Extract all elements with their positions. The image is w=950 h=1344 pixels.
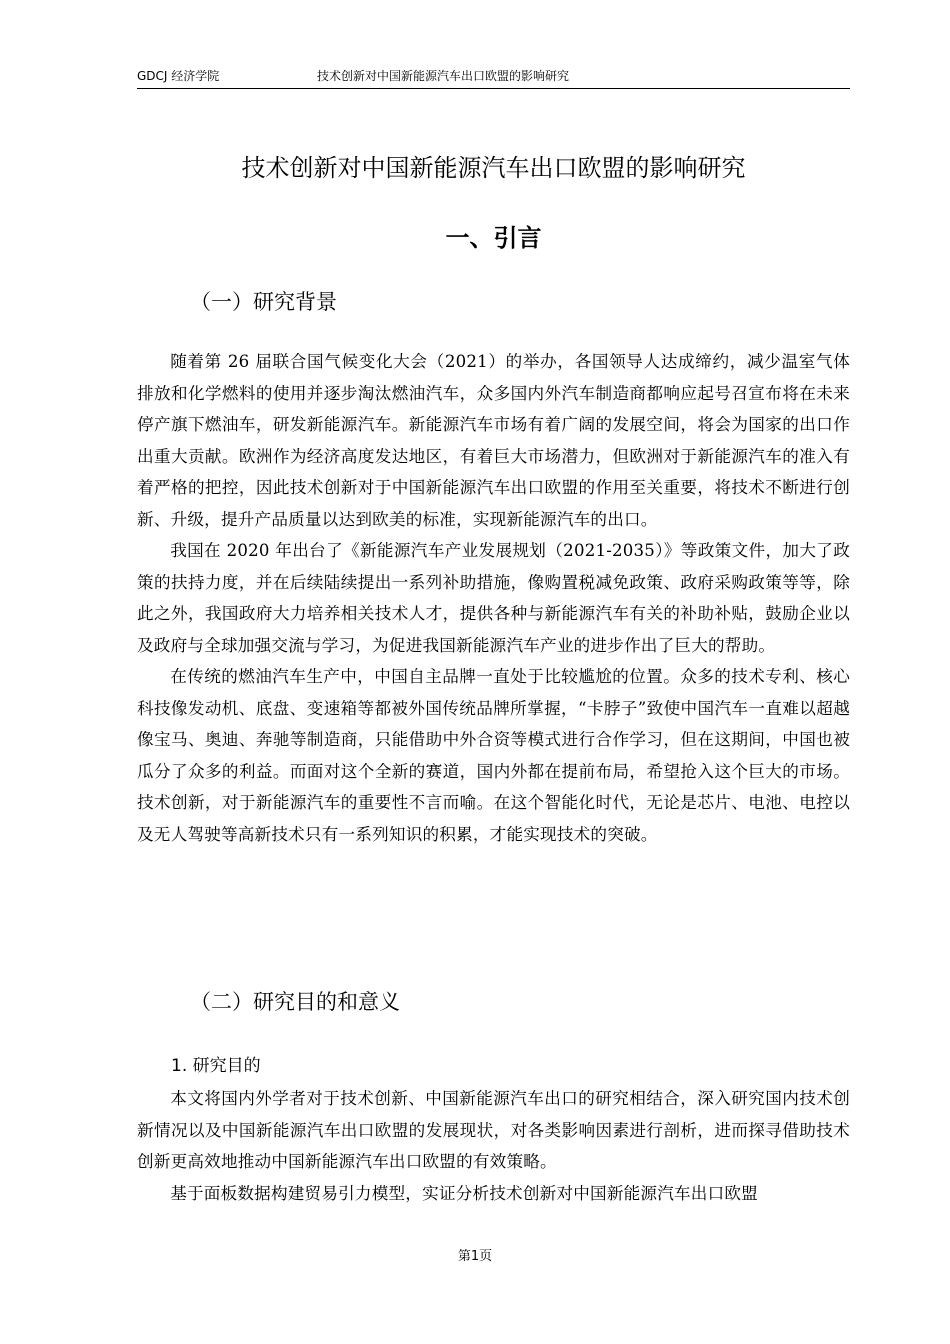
section-purpose-body (137, 1083, 850, 1209)
paragraph: 我国在 2020 年出台了《新能源汽车产业发展规划（2021-2035）》等政策文件，加大了政策的扶持力度，并在后续陆续提出一系列补助措施，像购置税减免政策、政府采购政策等等，除此之外，我国政府大力培养相关技术人才，提供各种与新能源汽车有关的补助补贴，鼓励企业以及政府与全球加强交流与学习，为促进我国新能源汽车产业的进步作出了巨大的帮助。 (137, 541, 850, 655)
page-header (137, 66, 850, 89)
paragraph: 基于面板数据构建贸易引力模型，实证分析技术创新对中国新能源汽车出口欧盟 (170, 1183, 758, 1203)
document-title: 技术创新对中国新能源汽车出口欧盟的影响研究 (241, 154, 746, 182)
paragraph: 随着第 26 届联合国气候变化大会（2021）的举办，各国领导人达成缔约，减少温室气体排放和化学燃料的使用并逐步淘汰燃油汽车，众多国内外汽车制造商都响应起号召宣布将在未来停产旗下燃油车，研发新能源汽车。新能源汽车市场有着广阔的发展空间，将会为国家的出口作出重大贡献。欧洲作为经济高度发达地区，有着巨大市场潜力，但欧洲对于新能源汽车的准入有着严格的把控，因此技术创新对于中国新能源汽车出口欧盟的作用至关重要，将技术不断进行创新、升级，提升产品质量以达到欧美的标准，实现新能源汽车的出口。 (137, 352, 850, 529)
header-school: GDCJ 经济学院 (137, 69, 220, 83)
page-number: 第1页 (457, 1249, 493, 1264)
section-background-body (137, 346, 850, 850)
chapter-title: 一、引言 (445, 224, 542, 252)
paragraph: 本文将国内外学者对于技术创新、中国新能源汽车出口的研究相结合，深入研究国内技术创新情况以及中国新能源汽车出口欧盟的发展现状，对各类影响因素进行剖析，进而探寻借助技术创新更高效地推动中国新能源汽车出口欧盟的有效策略。 (137, 1089, 850, 1171)
section-heading-background: （一）研究背景 (190, 290, 337, 314)
section-heading-purpose: （二）研究目的和意义 (190, 990, 400, 1014)
header-running-title: 技术创新对中国新能源汽车出口欧盟的影响研究 (317, 69, 570, 83)
subheading-research-purpose: 1. 研究目的 (171, 1056, 261, 1076)
paragraph: 在传统的燃油汽车生产中，中国自主品牌一直处于比较尴尬的位置。众多的技术专利、核心科技像发动机、底盘、变速箱等都被外国传统品牌所掌握，“卡脖子”致使中国汽车一直难以超越像宝马、奥迪、奔驰等制造商，只能借助中外合资等模式进行合作学习，但在这期间，中国也被瓜分了众多的利益。而面对这个全新的赛道，国内外都在提前布局，希望抢入这个巨大的市场。技术创新，对于新能源汽车的重要性不言而喻。在这个智能化时代，无论是芯片、电池、电控以及无人驾驶等高新技术只有一系列知识的积累，才能实现技术的突破。 (137, 667, 850, 844)
